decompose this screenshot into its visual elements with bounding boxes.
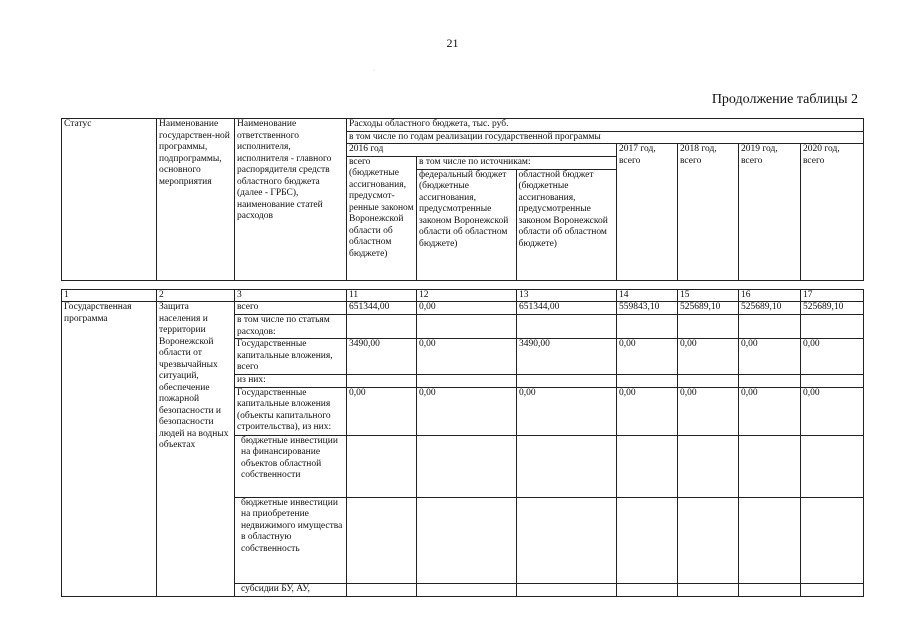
cell-value	[678, 497, 739, 583]
cell-value	[678, 583, 739, 596]
cell-value	[617, 315, 678, 339]
cell-value: 0,00	[517, 387, 617, 435]
header-row-1	[62, 119, 864, 132]
cell-value	[617, 375, 678, 388]
col-number: 17	[801, 289, 864, 302]
cell-value	[347, 375, 417, 388]
cell-value	[517, 435, 617, 497]
page-number: 21	[446, 36, 459, 50]
cell-value	[417, 315, 517, 339]
col-number: 16	[739, 289, 801, 302]
header-sources-cell	[417, 156, 617, 280]
cell-value: 0,00	[617, 387, 678, 435]
cell-value: 559843,10	[617, 302, 678, 315]
cell-value	[417, 497, 517, 583]
cell-value: 0,00	[801, 387, 864, 435]
cell-value: 0,00	[417, 302, 517, 315]
cell-value: 525689,10	[739, 302, 801, 315]
cell-value	[347, 583, 417, 596]
cell-value: 0,00	[678, 387, 739, 435]
header-expenses: Расходы областного бюджета, тыс. руб.	[347, 119, 864, 132]
col-number: 1	[62, 289, 157, 302]
budget-table	[61, 118, 864, 597]
cell-value	[517, 583, 617, 596]
cell-value	[739, 435, 801, 497]
gap-row	[62, 280, 864, 289]
cell-value	[801, 375, 864, 388]
program-status: Государственная программа	[62, 302, 157, 597]
cell-value	[678, 315, 739, 339]
cell-value: 0,00	[801, 339, 864, 375]
col-number: 2	[157, 289, 235, 302]
header-by-sources: в том числе по источникам:	[417, 157, 616, 170]
cell-value	[739, 315, 801, 339]
cell-value	[417, 435, 517, 497]
cell-value	[801, 583, 864, 596]
cell-value: 0,00	[678, 339, 739, 375]
row-label: Государственные капитальные вложения (объекты капитального строительства), из них:	[235, 387, 347, 435]
cell-value: 0,00	[417, 387, 517, 435]
cell-value	[801, 497, 864, 583]
row-label: всего	[235, 302, 347, 315]
col-number: 11	[347, 289, 417, 302]
cell-value	[347, 497, 417, 583]
cell-value	[739, 497, 801, 583]
scan-dot: ·	[373, 68, 375, 74]
cell-value: 0,00	[617, 339, 678, 375]
header-2017: 2017 год, всего	[617, 144, 678, 281]
cell-value	[739, 583, 801, 596]
col-number: 15	[678, 289, 739, 302]
header-2016: 2016 год	[347, 144, 617, 157]
col-number: 12	[417, 289, 517, 302]
row-label: бюджетные инвестиции на приобретение недвижимого имущества в областную собственность	[235, 497, 347, 583]
cell-value: 0,00	[347, 387, 417, 435]
row-label: субсидии БУ, АУ,	[235, 583, 347, 596]
cell-value	[417, 583, 517, 596]
cell-value	[617, 435, 678, 497]
cell-value: 0,00	[417, 339, 517, 375]
header-2020: 2020 год, всего	[801, 144, 864, 281]
cell-value: 651344,00	[347, 302, 417, 315]
col-number: 14	[617, 289, 678, 302]
cell-value	[678, 435, 739, 497]
continuation-title: Продолжение таблицы 2	[711, 92, 858, 107]
header-2019: 2019 год, всего	[739, 144, 801, 281]
table-row	[62, 302, 864, 315]
cell-value	[678, 375, 739, 388]
cell-value	[617, 583, 678, 596]
header-by-years: в том числе по годам реализации государственной программы	[347, 131, 864, 144]
cell-value	[417, 375, 517, 388]
col-number: 13	[517, 289, 617, 302]
cell-value	[617, 497, 678, 583]
cell-value	[517, 375, 617, 388]
header-status: Статус	[62, 119, 157, 281]
row-label: Государственные капитальные вложения, всего	[235, 339, 347, 375]
header-2018: 2018 год, всего	[678, 144, 739, 281]
cell-value: 3490,00	[517, 339, 617, 375]
program-name: Защита населения и территории Воронежской области от чрезвычайных ситуаций, обеспечение пожарной безопасности и безопасности людей на водных объектах	[157, 302, 235, 597]
header-program-name: Наименование государствен-ной программы, подпрограммы, основного мероприятия	[157, 119, 235, 281]
row-label: в том числе по статьям расходов:	[235, 315, 347, 339]
cell-value: 651344,00	[517, 302, 617, 315]
header-2016-total: всего (бюджетные ассигнования, предусмот-ренные законом Воронежской области об областном бюджете)	[347, 156, 417, 280]
cell-value	[801, 315, 864, 339]
header-executor: Наименование ответственного исполнителя, исполнителя - главного распорядителя средств областного бюджета (далее - ГРБС), наименование статей расходов	[235, 119, 347, 281]
cell-value	[801, 435, 864, 497]
cell-value: 0,00	[739, 387, 801, 435]
col-number: 3	[235, 289, 347, 302]
row-label: из них:	[235, 375, 347, 388]
cell-value: 3490,00	[347, 339, 417, 375]
cell-value: 525689,10	[801, 302, 864, 315]
cell-value	[347, 435, 417, 497]
header-regional: областной бюджет (бюджетные ассигнования, предусмотренные законом Воронежской области об областном бюджете)	[518, 169, 608, 249]
row-label: бюджетные инвестиции на финансирование объектов областной собственности	[235, 435, 347, 497]
cell-value	[739, 375, 801, 388]
cell-value	[517, 315, 617, 339]
cell-value: 0,00	[739, 339, 801, 375]
cell-value	[517, 497, 617, 583]
header-federal: федеральный бюджет (бюджетные ассигнования, предусмотренные законом Воронежской области об областном бюджете)	[417, 170, 517, 280]
col-number-row	[62, 289, 864, 302]
cell-value	[347, 315, 417, 339]
cell-value: 525689,10	[678, 302, 739, 315]
